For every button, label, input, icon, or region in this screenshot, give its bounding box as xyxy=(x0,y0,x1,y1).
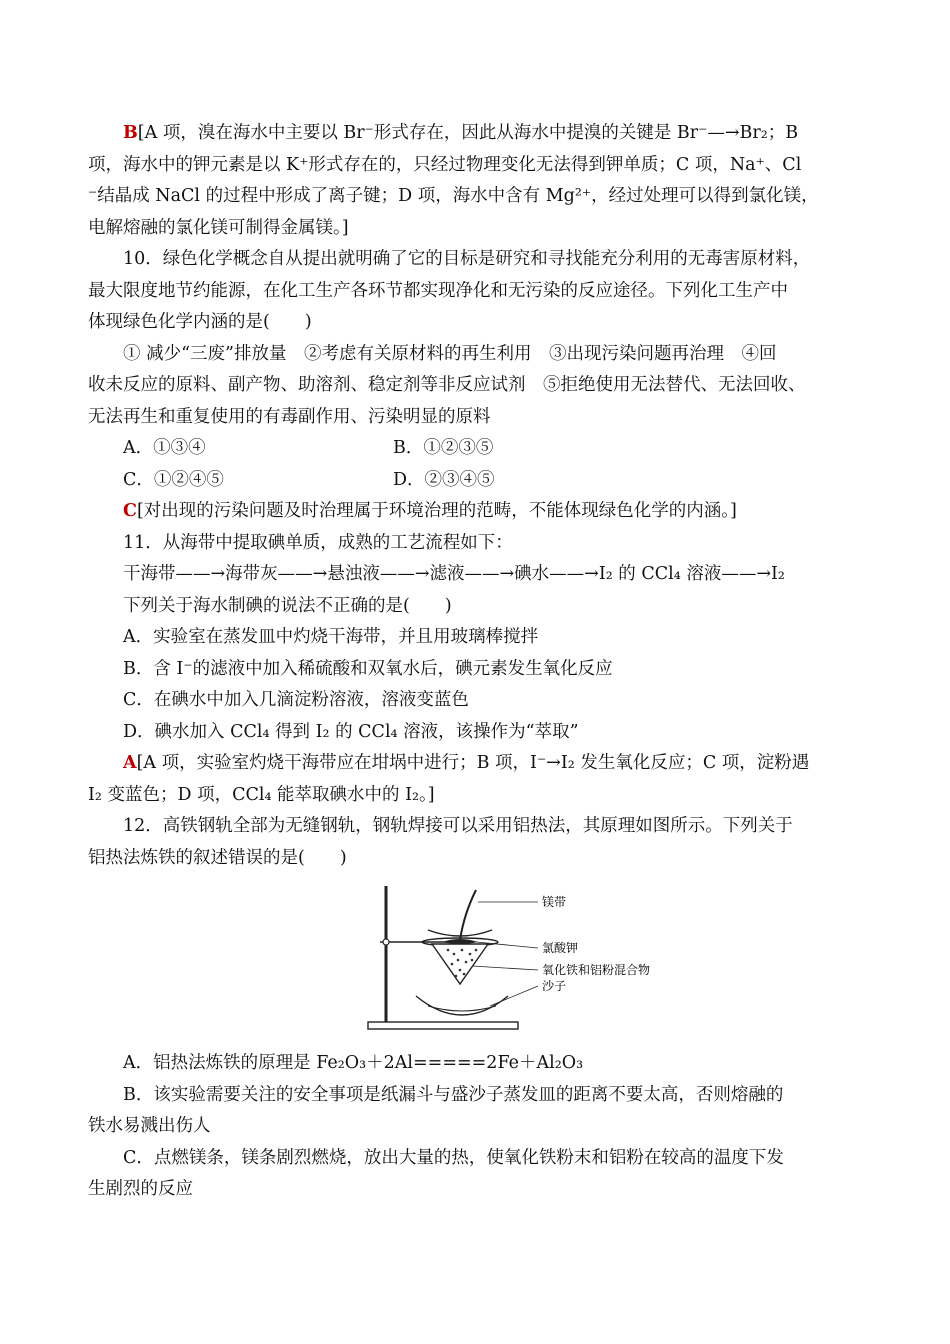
q10-options-row-1 xyxy=(88,433,868,465)
q11-explanation-2: I₂ 变蓝色；D 项，CCl₄ 能萃取碘水中的 I₂。] xyxy=(88,784,435,805)
thermite-apparatus-diagram xyxy=(358,884,718,1042)
label-mixture: 氧化铁和铝粉混合物 xyxy=(542,963,651,977)
clamp-joint xyxy=(383,939,389,945)
magnesium-ribbon xyxy=(460,890,476,940)
stand-base xyxy=(368,1022,518,1029)
q11-option-d: D．碘水加入 CCl₄ 得到 I₂ 的 CCl₄ 溶液，该操作为“萃取” xyxy=(123,721,579,742)
q12-option-b-2: 铁水易溅出伤人 xyxy=(88,1116,211,1136)
q12-option-b-1: B．该实验需要关注的安全事项是纸漏斗与盛沙子蒸发皿的距离不要太高，否则熔融的 xyxy=(123,1084,784,1105)
leader-line-3 xyxy=(472,966,538,970)
label-sand: 沙子 xyxy=(542,979,567,993)
q10-explanation: [对出现的污染问题及时治理属于环境治理的范畴，不能体现绿色化学的内涵。] xyxy=(136,501,737,521)
q12-option-c-1: C．点燃镁条，镁条剧烈燃烧，放出大量的热，使氧化铁粉末和铝粉在较高的温度下发 xyxy=(123,1147,784,1168)
q11-stem: 11．从海带中提取碘单质，成熟的工艺流程如下： xyxy=(123,532,513,553)
q12-stem-1: 12．高铁钢轨全部为无缝钢轨，钢轨焊接可以采用铝热法，其原理如图所示。下列关于 xyxy=(123,816,793,836)
document-page xyxy=(88,118,868,1206)
label-potassium-chlorate: 氯酸钾 xyxy=(542,941,579,955)
q12-stem-2: 铝热法炼铁的叙述错误的是( ) xyxy=(88,847,347,868)
evaporating-dish xyxy=(416,996,508,1015)
q11-answer-line-1 xyxy=(88,748,868,780)
q10-stem-1: 10．绿色化学概念自从提出就明确了它的目标是研究和寻找能充分利用的无毒害原材料， xyxy=(123,249,811,269)
q12-option-a: A．铝热法炼铁的原理是 Fe₂O₃＋2Al=====2Fe＋Al₂O₃ xyxy=(123,1053,584,1073)
label-magnesium-ribbon: 镁带 xyxy=(542,895,567,909)
q10-statement-1: ① 减少“三废”排放量 ②考虑有关原材料的再生利用 ③出现污染问题再治理 ④回 xyxy=(123,343,777,364)
q9-answer-letter: B xyxy=(123,123,138,143)
q10-answer-line xyxy=(88,496,868,528)
q11-answer-letter: A xyxy=(123,753,137,773)
q11-option-a: A．实验室在蒸发皿中灼烧干海带，并且用玻璃棒搅拌 xyxy=(123,627,539,647)
q11-question: 下列关于海水制碘的说法不正确的是( ) xyxy=(123,595,452,616)
q12-option-c-2: 生剧烈的反应 xyxy=(88,1179,193,1199)
q10-statement-3: 无法再生和重复使用的有毒副作用、污染明显的原料 xyxy=(88,406,491,427)
q9-explanation-3: ⁻结晶成 NaCl 的过程中形成了离子键；D 项，海水中含有 Mg²⁺，经过处理可以得到氯化镁， xyxy=(88,186,819,206)
q10-option-b: B．①②③⑤ xyxy=(393,438,494,458)
q10-option-d: D．②③④⑤ xyxy=(393,469,495,490)
q11-explanation-1: [A 项，实验室灼烧干海带应在坩埚中进行；B 项，I⁻→I₂ 发生氧化反应；C 项，淀粉遇 xyxy=(136,753,810,773)
q10-stem-2: 最大限度地节约能源，在化工生产各环节都实现净化和无污染的反应途径。下列化工生产中 xyxy=(88,280,788,301)
paper-funnel xyxy=(432,944,488,984)
q10-stem-3: 体现绿色化学内涵的是( ) xyxy=(88,312,312,332)
q10-option-a: A．①③④ xyxy=(123,438,206,458)
q10-answer-letter: C xyxy=(123,501,137,521)
q11-option-b: B．含 I⁻的滤液中加入稀硫酸和双氧水后，碘元素发生氧化反应 xyxy=(123,658,613,679)
q10-statement-2: 收未反应的原料、副产物、助溶剂、稳定剂等非反应试剂 ⑤拒绝使用无法替代、无法回收、 xyxy=(88,375,806,395)
q9-explanation-2: 项，海水中的钾元素是以 K⁺形式存在的，只经过物理变化无法得到钾单质；C 项，Na⁺、Cl xyxy=(88,154,802,175)
q11-process-flow: 干海带——→海带灰——→悬浊液——→滤液——→碘水——→I₂ 的 CCl₄ 溶液——→I₂ xyxy=(123,564,785,584)
q9-answer-line-1 xyxy=(88,118,868,150)
thermite-apparatus-figure xyxy=(88,884,868,1042)
q10-option-c: C．①②④⑤ xyxy=(123,469,224,490)
q10-options-row-2 xyxy=(88,465,868,497)
q9-explanation-1: [A 项，溴在海水中主要以 Br⁻形式存在，因此从海水中提溴的关键是 Br⁻—→Br₂；B xyxy=(137,123,799,143)
q11-option-c: C．在碘水中加入几滴淀粉溶液，溶液变蓝色 xyxy=(123,690,469,710)
q9-explanation-4: 电解熔融的氯化镁可制得金属镁。] xyxy=(88,217,349,238)
